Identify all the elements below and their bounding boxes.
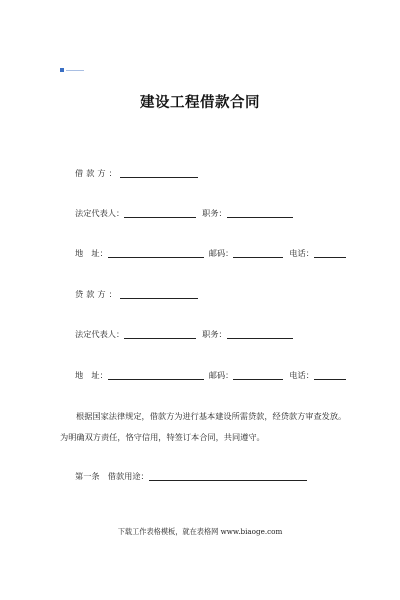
postcode-label-1: 邮码： xyxy=(208,248,234,258)
address-blank-2 xyxy=(108,369,204,380)
article-1-blank xyxy=(149,470,307,481)
lender-row xyxy=(75,287,198,301)
phone-blank-1 xyxy=(314,247,346,258)
article-1-row xyxy=(75,469,307,483)
legal-rep-label-2: 法定代表人： xyxy=(75,329,125,339)
corner-logo-mark xyxy=(60,68,86,72)
address-label-2: 地 址： xyxy=(75,370,108,380)
position-blank-1 xyxy=(227,207,293,218)
preamble-paragraph: 根据国家法律规定，借款方为进行基本建设所需贷款，经贷款方审查发放。为明确双方责任，恪守信用，特签订本合同，共同遵守。 xyxy=(60,411,347,442)
postcode-blank-2 xyxy=(233,369,283,380)
address-blank-1 xyxy=(108,247,204,258)
phone-blank-2 xyxy=(314,369,346,380)
phone-label-1: 电话： xyxy=(289,248,314,258)
position-label-2: 职务： xyxy=(202,329,227,339)
position-label-1: 职务： xyxy=(202,208,227,218)
legal-rep-blank-2 xyxy=(124,328,196,339)
borrower-label: 借款方： xyxy=(75,168,120,178)
position-blank-2 xyxy=(227,328,293,339)
legal-rep-label-1: 法定代表人： xyxy=(75,208,125,218)
page-footer: 下载工作表格模板，就在表格网 www.biaoge.com xyxy=(117,527,283,536)
borrower-blank xyxy=(120,167,198,178)
address-row-1 xyxy=(75,246,346,260)
legal-rep-row-1 xyxy=(75,206,293,220)
lender-label: 贷款方： xyxy=(75,289,120,299)
lender-blank xyxy=(120,288,198,299)
address-label-1: 地 址： xyxy=(75,248,108,258)
legal-rep-blank-1 xyxy=(124,207,196,218)
phone-label-2: 电话： xyxy=(289,370,314,380)
postcode-label-2: 邮码： xyxy=(208,370,234,380)
borrower-row xyxy=(75,166,198,180)
article-1-label: 第一条 借款用途： xyxy=(75,471,149,481)
address-row-2 xyxy=(75,368,346,382)
legal-rep-row-2 xyxy=(75,327,293,341)
postcode-blank-1 xyxy=(233,247,283,258)
document-title: 建设工程借款合同 xyxy=(140,95,260,111)
